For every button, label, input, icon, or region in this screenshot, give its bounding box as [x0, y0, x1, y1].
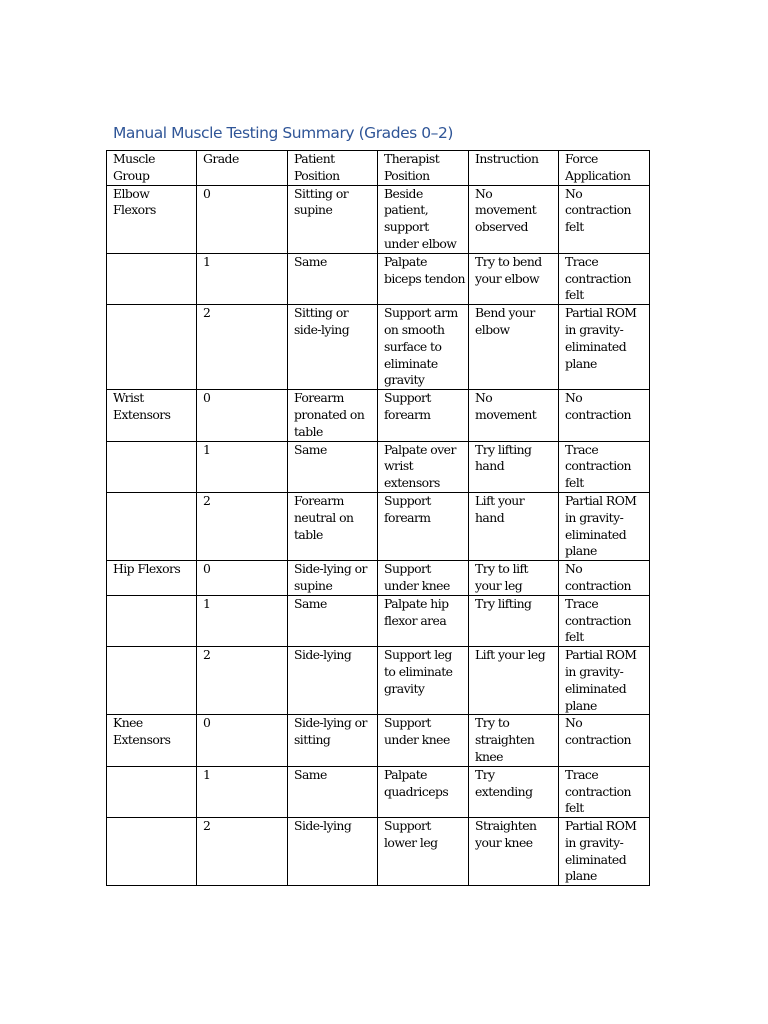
therapist-position-cell: Support leg to eliminate gravity: [378, 647, 469, 715]
instruction-cell: No movement observed: [469, 185, 559, 253]
force-application-cell: Trace contraction felt: [559, 253, 650, 304]
force-application-cell: No contraction: [559, 561, 650, 596]
grade-cell: 0: [197, 561, 288, 596]
table-header-row: [107, 151, 650, 186]
table-row: [107, 715, 650, 766]
therapist-position-cell: Palpate quadriceps: [378, 766, 469, 817]
table-row: [107, 595, 650, 646]
table-row: [107, 441, 650, 492]
header-force-application: Force Application: [559, 151, 650, 186]
muscle-group-cell: [107, 253, 197, 304]
therapist-position-cell: Support forearm: [378, 492, 469, 560]
grade-cell: 1: [197, 595, 288, 646]
muscle-group-cell: [107, 647, 197, 715]
therapist-position-cell: Support arm on smooth surface to eliminate gravity: [378, 305, 469, 390]
muscle-group-cell: [107, 492, 197, 560]
instruction-cell: Try lifting hand: [469, 441, 559, 492]
header-instruction: Instruction: [469, 151, 559, 186]
instruction-cell: Try to straighten knee: [469, 715, 559, 766]
table-row: [107, 647, 650, 715]
header-grade: Grade: [197, 151, 288, 186]
muscle-group-cell: Hip Flexors: [107, 561, 197, 596]
force-application-cell: Trace contraction felt: [559, 595, 650, 646]
instruction-cell: Straighten your knee: [469, 818, 559, 886]
grade-cell: 1: [197, 766, 288, 817]
instruction-cell: Try lifting: [469, 595, 559, 646]
table-row: [107, 561, 650, 596]
instruction-cell: Try extending: [469, 766, 559, 817]
muscle-group-cell: [107, 766, 197, 817]
patient-position-cell: Sitting or side-lying: [288, 305, 378, 390]
therapist-position-cell: Support under knee: [378, 715, 469, 766]
grade-cell: 2: [197, 305, 288, 390]
instruction-cell: Bend your elbow: [469, 305, 559, 390]
grade-cell: 0: [197, 185, 288, 253]
patient-position-cell: Forearm pronated on table: [288, 390, 378, 441]
instruction-cell: Lift your hand: [469, 492, 559, 560]
header-therapist-position: Therapist Position: [378, 151, 469, 186]
table-row: [107, 390, 650, 441]
muscle-group-cell: [107, 305, 197, 390]
force-application-cell: No contraction: [559, 715, 650, 766]
table-row: [107, 766, 650, 817]
therapist-position-cell: Palpate biceps tendon: [378, 253, 469, 304]
muscle-group-cell: [107, 441, 197, 492]
force-application-cell: Partial ROM in gravity-eliminated plane: [559, 647, 650, 715]
table-row: [107, 492, 650, 560]
grade-cell: 1: [197, 253, 288, 304]
header-patient-position: Patient Position: [288, 151, 378, 186]
patient-position-cell: Forearm neutral on table: [288, 492, 378, 560]
force-application-cell: Partial ROM in gravity-eliminated plane: [559, 305, 650, 390]
grade-cell: 2: [197, 647, 288, 715]
table-row: [107, 305, 650, 390]
table-row: [107, 818, 650, 886]
grade-cell: 0: [197, 390, 288, 441]
table-row: [107, 253, 650, 304]
grade-cell: 2: [197, 818, 288, 886]
header-muscle-group: Muscle Group: [107, 151, 197, 186]
patient-position-cell: Same: [288, 766, 378, 817]
therapist-position-cell: Palpate hip flexor area: [378, 595, 469, 646]
muscle-group-cell: Knee Extensors: [107, 715, 197, 766]
force-application-cell: Trace contraction felt: [559, 766, 650, 817]
force-application-cell: No contraction felt: [559, 185, 650, 253]
table-row: [107, 185, 650, 253]
therapist-position-cell: Beside patient, support under elbow: [378, 185, 469, 253]
patient-position-cell: Sitting or supine: [288, 185, 378, 253]
grade-cell: 1: [197, 441, 288, 492]
force-application-cell: Partial ROM in gravity-eliminated plane: [559, 492, 650, 560]
instruction-cell: No movement: [469, 390, 559, 441]
patient-position-cell: Side-lying: [288, 818, 378, 886]
grade-cell: 2: [197, 492, 288, 560]
instruction-cell: Try to lift your leg: [469, 561, 559, 596]
patient-position-cell: Side-lying: [288, 647, 378, 715]
muscle-group-cell: [107, 595, 197, 646]
therapist-position-cell: Palpate over wrist extensors: [378, 441, 469, 492]
therapist-position-cell: Support under knee: [378, 561, 469, 596]
force-application-cell: Trace contraction felt: [559, 441, 650, 492]
patient-position-cell: Side-lying or sitting: [288, 715, 378, 766]
patient-position-cell: Same: [288, 253, 378, 304]
patient-position-cell: Same: [288, 441, 378, 492]
grade-cell: 0: [197, 715, 288, 766]
muscle-testing-table: [106, 150, 650, 886]
muscle-group-cell: Wrist Extensors: [107, 390, 197, 441]
patient-position-cell: Side-lying or supine: [288, 561, 378, 596]
document-title: Manual Muscle Testing Summary (Grades 0–2): [113, 124, 453, 142]
force-application-cell: Partial ROM in gravity-eliminated plane: [559, 818, 650, 886]
muscle-group-cell: [107, 818, 197, 886]
instruction-cell: Try to bend your elbow: [469, 253, 559, 304]
therapist-position-cell: Support lower leg: [378, 818, 469, 886]
force-application-cell: No contraction: [559, 390, 650, 441]
muscle-group-cell: Elbow Flexors: [107, 185, 197, 253]
instruction-cell: Lift your leg: [469, 647, 559, 715]
patient-position-cell: Same: [288, 595, 378, 646]
therapist-position-cell: Support forearm: [378, 390, 469, 441]
